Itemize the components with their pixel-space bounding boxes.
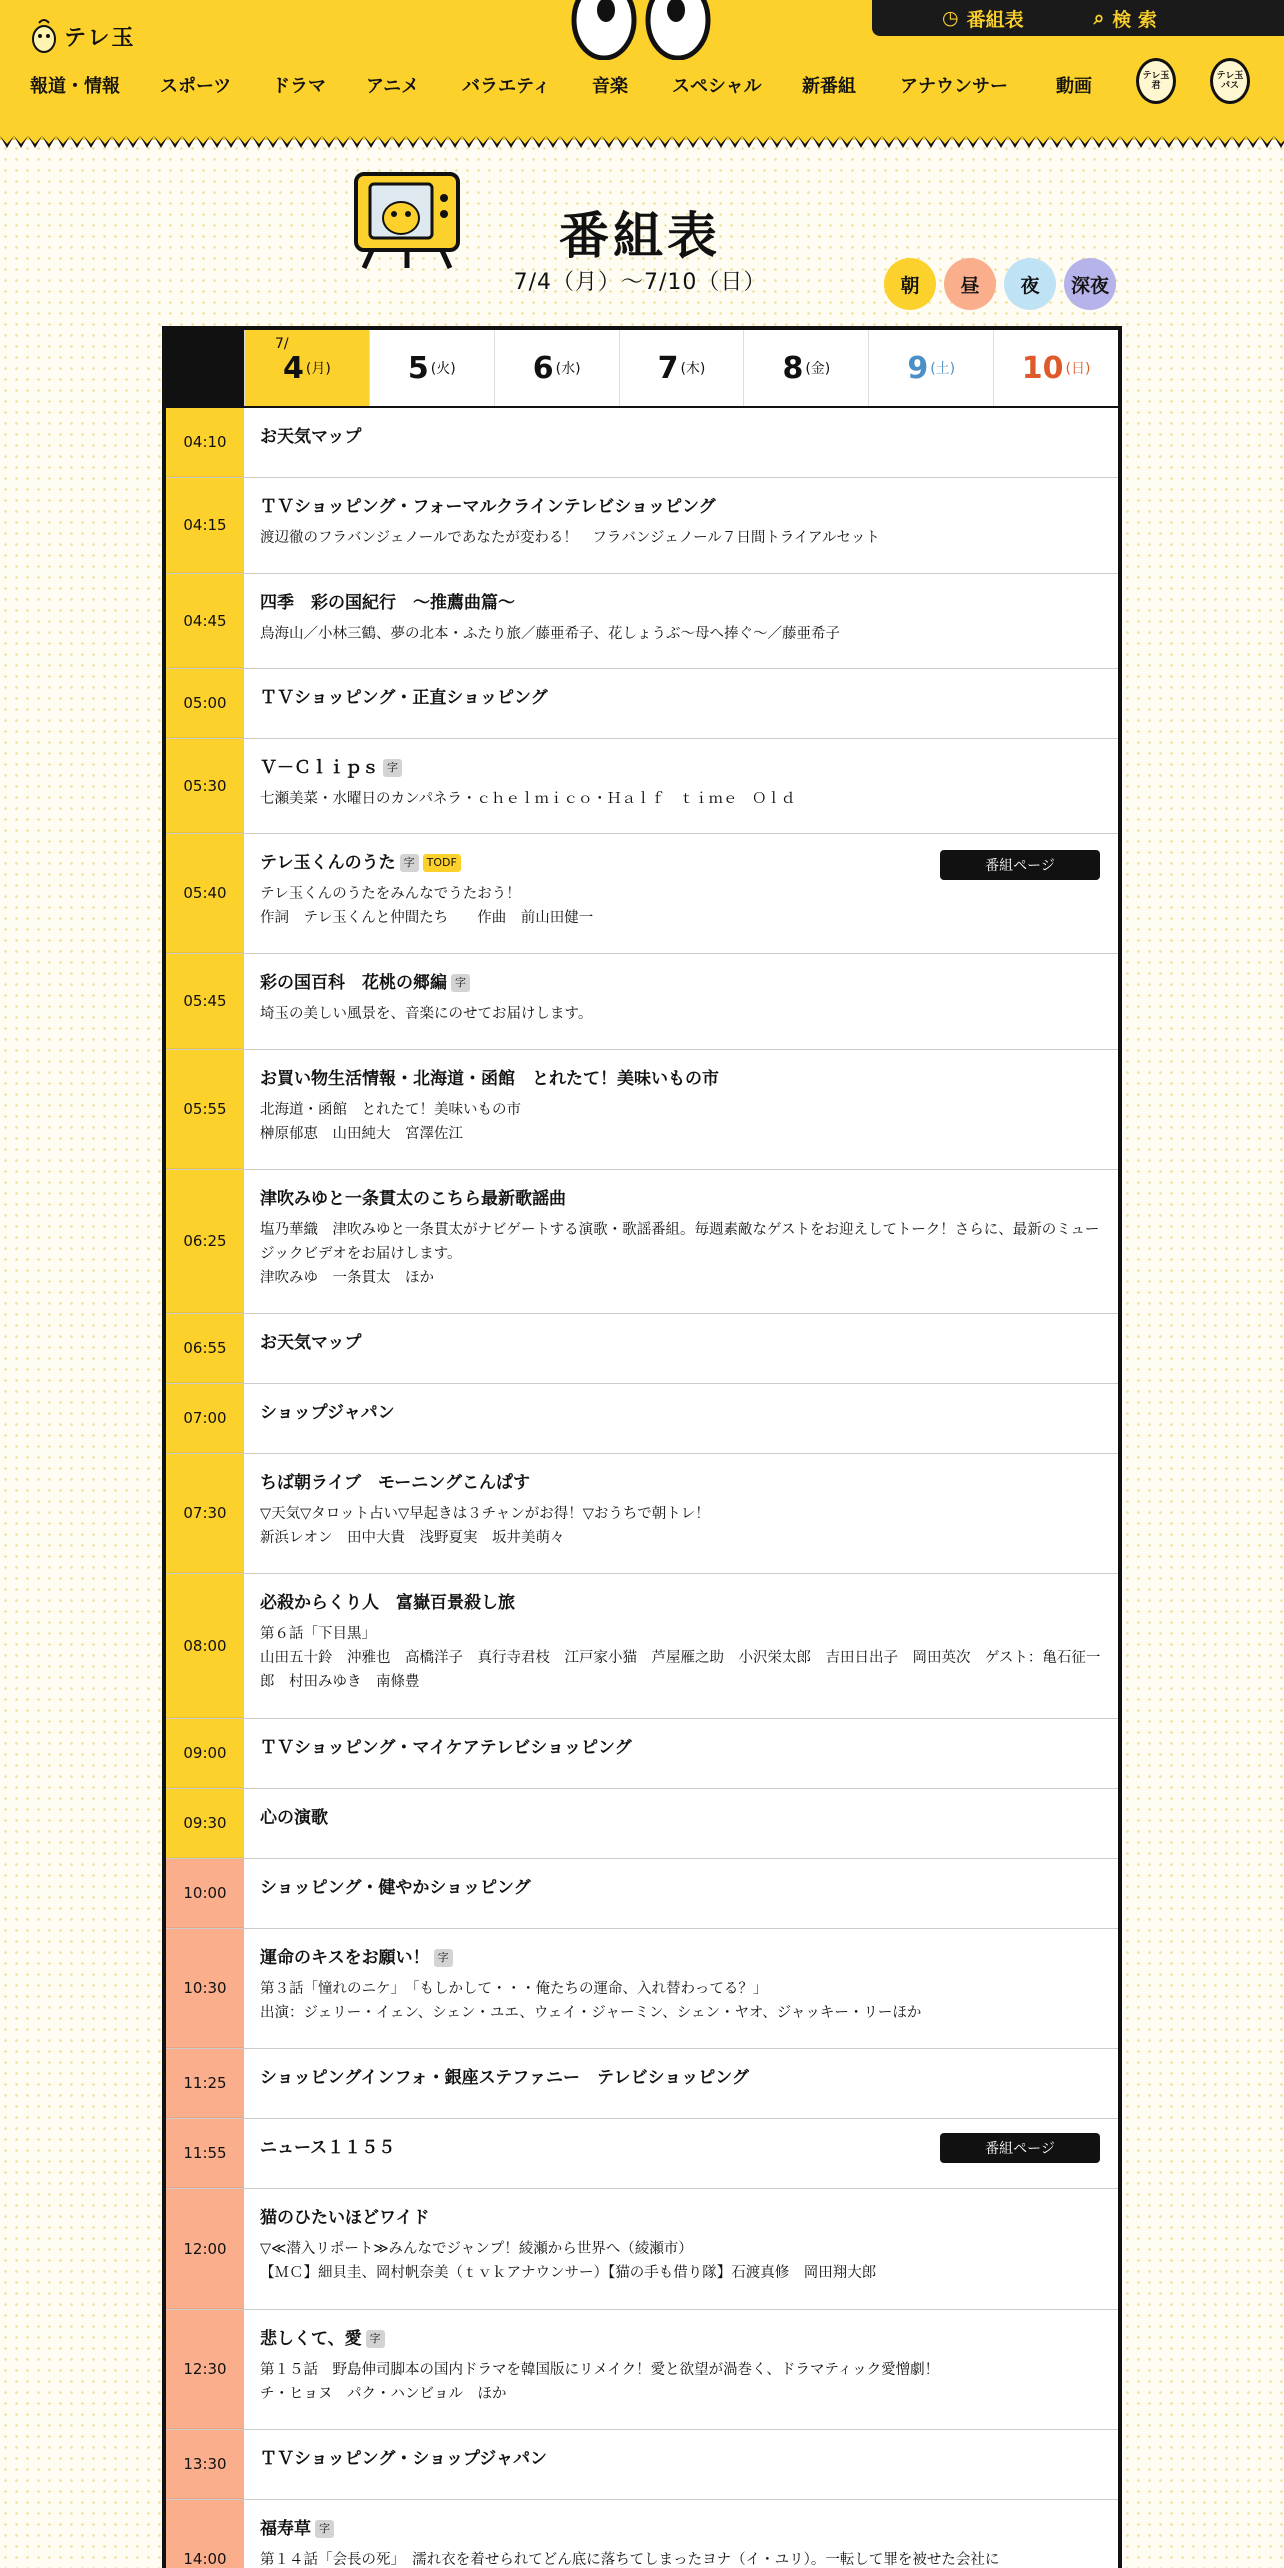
site-logo[interactable] — [30, 16, 136, 56]
filter-daytime[interactable]: 昼 — [944, 258, 996, 310]
program-title[interactable]: ＴＶショッピング・正直ショッピング — [260, 688, 548, 708]
day-tabs — [166, 330, 1118, 408]
todf-badge: TODF — [423, 854, 461, 872]
program-page-button[interactable]: 番組ページ — [940, 850, 1100, 880]
program-description: 鳥海山／小林三鶴、夢の北本・ふたり旅／藤亜希子、花しょうぶ～母へ捧ぐ～／藤亜希子 — [260, 626, 840, 642]
tab-day-number: 6 — [532, 350, 554, 386]
program-row — [166, 954, 1118, 1050]
program-description: 北海道・函館 とれたて！美味いもの市 榊原郁恵 山田純大 宮澤佐江 — [260, 1102, 521, 1142]
program-row — [166, 2189, 1118, 2310]
program-title[interactable]: 猫のひたいほどワイド — [260, 2208, 430, 2228]
search-link-label: 検 索 — [1112, 8, 1157, 31]
subtitle-badge: 字 — [400, 854, 419, 872]
nav-item-videos[interactable]: 動画 — [1056, 76, 1092, 97]
tab-day-thu[interactable] — [619, 330, 744, 406]
program-row — [166, 1050, 1118, 1170]
subtitle-badge: 字 — [366, 2330, 385, 2348]
program-description: 第１５話 野島伸司脚本の国内ドラマを韓国版にリメイク！愛と欲望が渦巻く、ドラマティック愛憎劇！ チ・ヒョヌ パク・ハンビョル ほか — [260, 2362, 940, 2402]
program-time: 08:00 — [166, 1574, 244, 1718]
program-time: 13:30 — [166, 2430, 244, 2499]
subtitle-badge: 字 — [383, 759, 402, 777]
subtitle-badge: 字 — [315, 2520, 334, 2538]
tab-day-number: 8 — [782, 350, 804, 386]
tab-day-of-week: (月) — [305, 361, 331, 377]
program-time: 10:00 — [166, 1859, 244, 1928]
program-row — [166, 1454, 1118, 1574]
main-nav — [30, 70, 1140, 100]
program-title[interactable]: ＴＶショッピング・フォーマルクラインテレビショッピング — [260, 497, 716, 517]
program-row — [166, 574, 1118, 669]
program-row — [166, 669, 1118, 739]
program-title[interactable]: お天気マップ — [260, 1333, 362, 1353]
program-title-text: 福寿草 — [260, 2519, 311, 2539]
nav-item-new-programs[interactable]: 新番組 — [802, 76, 856, 97]
search-link[interactable] — [1094, 5, 1157, 32]
program-title[interactable]: 四季 彩の国紀行 ～推薦曲篇～ — [260, 593, 515, 613]
program-time: 10:30 — [166, 1929, 244, 2048]
nav-item-variety[interactable]: バラエティ — [462, 76, 551, 97]
program-time: 12:30 — [166, 2310, 244, 2429]
tab-day-fri[interactable] — [743, 330, 868, 406]
program-page-button[interactable]: 番組ページ — [940, 2133, 1100, 2163]
program-time: 04:10 — [166, 408, 244, 477]
program-time: 09:30 — [166, 1789, 244, 1858]
nav-item-sports[interactable]: スポーツ — [160, 76, 232, 97]
tab-day-wed[interactable] — [494, 330, 619, 406]
program-title[interactable]: ニュース１１５５ — [260, 2138, 396, 2158]
subtitle-badge: 字 — [451, 974, 470, 992]
program-title[interactable]: ショッピングインフォ・銀座ステファニー テレビショッピング — [260, 2068, 749, 2088]
program-row — [166, 2119, 1118, 2189]
program-time: 07:00 — [166, 1384, 244, 1453]
program-row — [166, 1719, 1118, 1789]
filter-night[interactable]: 夜 — [1004, 258, 1056, 310]
tv-mascot-icon — [352, 170, 462, 270]
program-time: 05:00 — [166, 669, 244, 738]
program-row — [166, 2310, 1118, 2430]
program-title[interactable]: ＴＶショッピング・マイケアテレビショッピング — [260, 1738, 632, 1758]
tab-day-tue[interactable] — [369, 330, 494, 406]
program-row — [166, 2500, 1118, 2568]
tab-day-of-week: (木) — [680, 361, 706, 377]
site-header — [0, 0, 1284, 140]
schedule-link[interactable] — [942, 5, 1024, 32]
program-time: 14:00 — [166, 2500, 244, 2568]
tab-month: 7/ — [275, 336, 289, 352]
nav-item-special[interactable]: スペシャル — [672, 76, 762, 97]
program-title[interactable]: 心の演歌 — [260, 1808, 328, 1828]
tab-day-of-week: (土) — [930, 361, 956, 377]
logo-text: テレ玉 — [64, 25, 136, 51]
tab-day-number: 5 — [407, 350, 429, 386]
program-row — [166, 834, 1118, 954]
program-title[interactable]: 津吹みゆと一条貫太のこちら最新歌謡曲 — [260, 1189, 566, 1209]
program-row — [166, 1859, 1118, 1929]
program-title[interactable]: 必殺からくり人 富嶽百景殺し旅 — [260, 1593, 515, 1613]
program-title[interactable]: お買い物生活情報・北海道・函館 とれたて！美味いもの市 — [260, 1069, 719, 1089]
program-title[interactable]: お天気マップ — [260, 427, 362, 447]
tab-day-number: 9 — [907, 350, 929, 386]
program-title[interactable]: ショップジャパン — [260, 1403, 395, 1423]
tab-day-of-week: (日) — [1065, 361, 1091, 377]
program-title[interactable]: ちば朝ライブ モーニングこんぱす — [260, 1473, 530, 1493]
program-title-text: 彩の国百科 花桃の郷編 — [260, 973, 447, 993]
program-time: 05:40 — [166, 834, 244, 953]
program-row — [166, 1384, 1118, 1454]
program-row — [166, 1789, 1118, 1859]
tab-day-mon[interactable] — [244, 330, 369, 406]
program-title[interactable]: ＴＶショッピング・ショップジャパン — [260, 2449, 547, 2469]
program-time: 05:30 — [166, 739, 244, 833]
program-row — [166, 1170, 1118, 1314]
page-title: 番組表 — [559, 207, 721, 265]
program-description: 塩乃華織 津吹みゆと一条貫太がナビゲートする演歌・歌謡番組。毎週素敵なゲストをお迎えしてトーク！さらに、最新のミュージックビデオをお届けします。 津吹みゆ 一条貫太 ほか — [260, 1222, 1100, 1286]
program-time: 11:25 — [166, 2049, 244, 2118]
tab-day-of-week: (火) — [430, 361, 456, 377]
program-title-text: 運命のキスをお願い！ — [260, 1948, 430, 1968]
top-utility-bar — [872, 0, 1284, 36]
program-time: 05:55 — [166, 1050, 244, 1169]
program-title[interactable] — [260, 1945, 1102, 1971]
day-tabs-corner — [166, 330, 244, 406]
program-title[interactable] — [260, 755, 1102, 781]
program-description: 埼玉の美しい風景を、音楽にのせてお届けします。 — [260, 1006, 593, 1022]
program-row — [166, 739, 1118, 834]
nav-item-news[interactable]: 報道・情報 — [30, 76, 120, 97]
schedule-link-label: 番組表 — [966, 8, 1024, 31]
program-title[interactable]: ショッピング・健やかショッピング — [260, 1878, 531, 1898]
subtitle-badge: 字 — [434, 1949, 453, 1967]
tab-day-number: 4 — [283, 350, 304, 386]
nav-item-drama[interactable]: ドラマ — [272, 76, 326, 97]
program-row — [166, 478, 1118, 574]
program-description: 七瀬美菜・水曜日のカンパネラ・ｃｈｅｌｍｉｃｏ・Ｈａｌｆ ｔｉｍｅ Ｏｌｄ — [260, 791, 796, 807]
tab-day-sat[interactable] — [868, 330, 993, 406]
filter-morning[interactable]: 朝 — [884, 258, 936, 310]
program-description: テレ玉くんのうたをみんなでうたおう！ 作詞 テレ玉くんと仲間たち 作曲 前山田健一 — [260, 886, 594, 926]
program-time: 04:15 — [166, 478, 244, 573]
tab-day-of-week: (金) — [805, 361, 831, 377]
program-description: 第３話「憧れのニケ」 「もしかして・・・俺たちの運命、入れ替わってる？」 出演：ジェリー・イェン、シェン・ユエ、ウェイ・ジャーミン、シェン・ヤオ、ジャッキー・リーほか — [260, 1981, 922, 2021]
program-time: 12:00 — [166, 2189, 244, 2309]
mascot-eyes-icon — [566, 0, 716, 60]
program-time: 04:45 — [166, 574, 244, 668]
program-row — [166, 2430, 1118, 2500]
nav-item-anime[interactable]: アニメ — [366, 76, 420, 97]
program-description: ▽≪潜入リポート≫みんなでジャンプ！綾瀬から世界へ（綾瀬市） 【ＭＣ】細貝圭、岡村帆奈美（ｔｖｋアナウンサー）【猫の手も借り隊】石渡真修 岡田翔大郎 — [260, 2241, 877, 2281]
header-zigzag-edge — [0, 136, 1284, 150]
tab-day-sun[interactable] — [993, 330, 1118, 406]
program-title[interactable] — [260, 2326, 1102, 2352]
mascot-link-icon[interactable]: テレ玉君 — [1136, 58, 1176, 104]
program-row — [166, 408, 1118, 478]
program-description: 第１４話「会長の死」 濡れ衣を着せられてどん底に落ちてしまったヨナ（イ・ユリ）。一転して罪を被せた会社に — [260, 2552, 1000, 2568]
program-time: 05:45 — [166, 954, 244, 1049]
program-schedule — [162, 326, 1122, 2568]
date-range: 7/4（月）〜7/10（日） — [513, 270, 767, 295]
nav-item-music[interactable]: 音楽 — [592, 76, 628, 97]
program-title-text: テレ玉くんのうた — [260, 853, 396, 873]
program-row — [166, 1929, 1118, 2049]
program-description: 渡辺徹のフラバンジェノールであなたが変わる！ フラバンジェノール７日間トライアルセット — [260, 530, 880, 546]
nav-item-announcers[interactable]: アナウンサー — [900, 76, 1008, 97]
tab-day-number: 10 — [1021, 350, 1064, 386]
tab-day-of-week: (水) — [555, 361, 581, 377]
program-row — [166, 1574, 1118, 1719]
program-title[interactable] — [260, 970, 1102, 996]
program-time: 06:25 — [166, 1170, 244, 1313]
tab-day-number: 7 — [657, 350, 679, 386]
program-row — [166, 2049, 1118, 2119]
pass-link-icon[interactable]: テレ玉パス — [1210, 58, 1250, 104]
program-title-text: Ｖ－Ｃｌｉｐｓ — [260, 758, 379, 778]
program-time: 09:00 — [166, 1719, 244, 1788]
program-title-text: 悲しくて、愛 — [260, 2329, 362, 2349]
program-description: 第６話「下目黒」 山田五十鈴 沖雅也 高橋洋子 真行寺君枝 江戸家小猫 芦屋雁之助 小沢栄太郎 吉田日出子 岡田英次 ゲスト：亀石征一郎 村田みゆき 南條豊 — [260, 1626, 1101, 1690]
search-icon: ⌕ — [1093, 7, 1105, 29]
filter-late-night[interactable]: 深夜 — [1064, 258, 1116, 310]
program-time: 06:55 — [166, 1314, 244, 1383]
program-description: ▽天気▽タロット占い▽早起きは３チャンがお得！▽おうちで朝トレ！ 新浜レオン 田中大貴 浅野夏実 坂井美萌々 — [260, 1506, 710, 1546]
program-time: 07:30 — [166, 1454, 244, 1573]
program-title[interactable] — [260, 2516, 1102, 2542]
tetama-mascot-icon — [30, 17, 58, 55]
clock-icon: ◷ — [942, 7, 959, 29]
program-time: 11:55 — [166, 2119, 244, 2188]
program-row — [166, 1314, 1118, 1384]
